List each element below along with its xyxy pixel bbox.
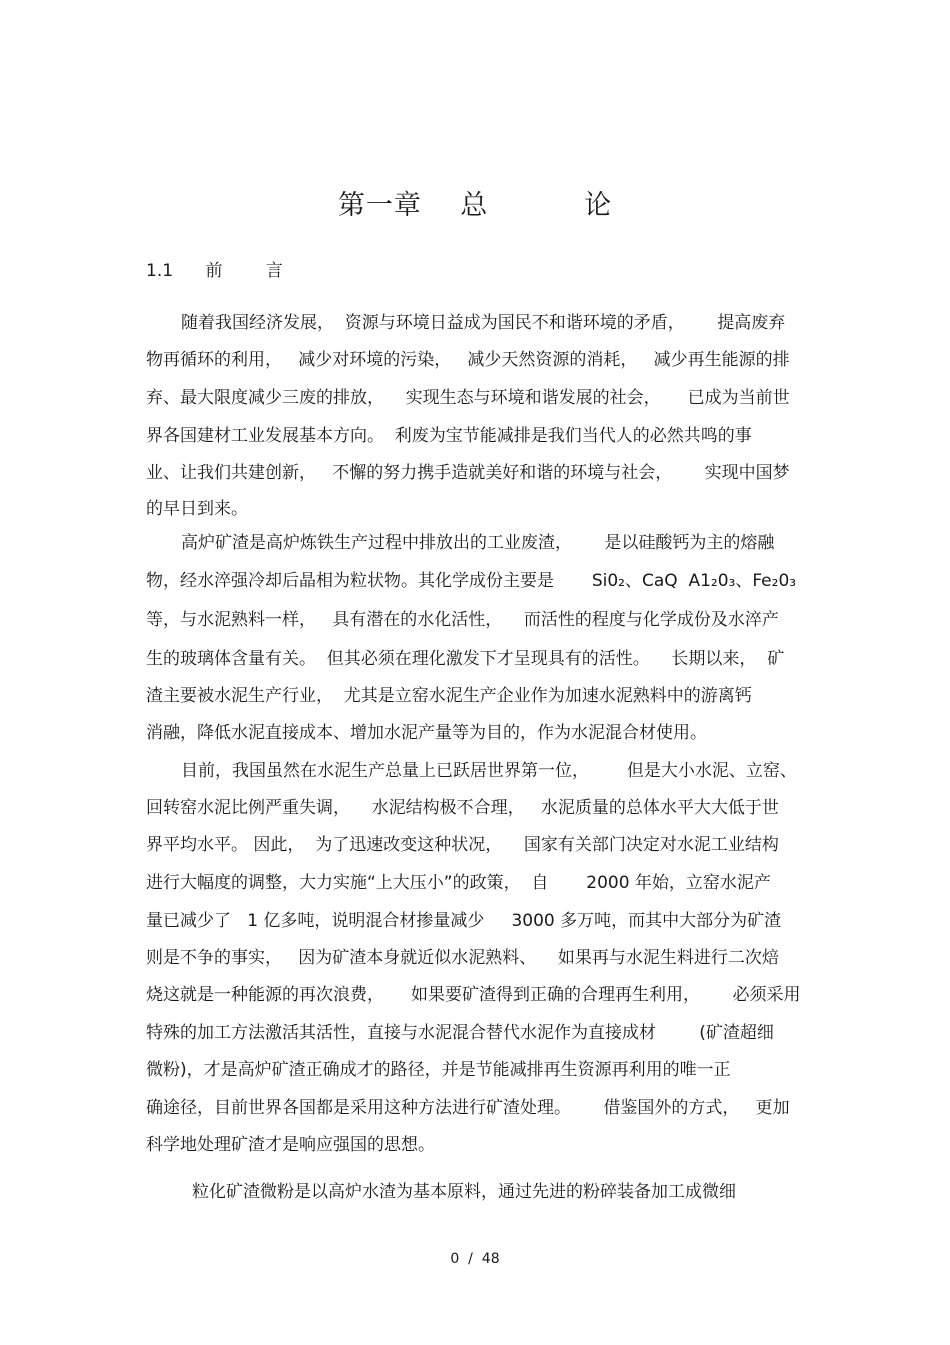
paragraph-2-line-5: 渣主要被水泥生产行业， 尤其是立窑水泥生产企业作为加速水泥熟料中的游离钙 — [146, 686, 752, 706]
chapter-title: 第一章 总 论 — [337, 190, 613, 221]
paragraph-3-line-3: 界平均水平。 因此， 为了迅速改变这种状况， 国家有关部门决定对水泥工业结构 — [146, 835, 779, 855]
paragraph-1-line-5: 业、让我们共建创新， 不懈的努力携手造就美好和谐的环境与社会， 实现中国梦 — [146, 463, 790, 483]
paragraph-2-line-2: 物，经水淬强冷却后晶相为粒状物。其化学成份主要是 Si0₂、CaQ A1₂0₃、Fe₂0₃ — [146, 571, 797, 591]
paragraph-3-line-4: 进行大幅度的调整，大力实施“上大压小”的政策， 自 2000 年始，立窑水泥产 — [146, 873, 771, 893]
paragraph-1-line-3: 弃、最大限度减少三废的排放， 实现生态与环境和谐发展的社会， 已成为当前世 — [146, 388, 790, 408]
section-heading: 1.1 前 言 — [146, 261, 283, 281]
paragraph-4-line-1: 粒化矿渣微粉是以高炉水渣为基本原料，通过先进的粉碎装备加工成微细 — [192, 1182, 736, 1202]
paragraph-3-line-5: 量已减少了 1 亿多吨，说明混合材掺量减少 3000 多万吨，而其中大部分为矿渣 — [146, 911, 782, 931]
paragraph-2-line-3: 等，与水泥熟料一样， 具有潜在的水化活性， 而活性的程度与化学成份及水淬产 — [146, 610, 779, 630]
paragraph-3-line-6: 则是不争的事实， 因为矿渣本身就近似水泥熟料、 如果再与水泥生料进行二次焙 — [146, 948, 779, 968]
paragraph-1-line-4: 界各国建材工业发展基本方向。 利废为宝节能减排是我们当代人的必然共鸣的事 — [146, 426, 752, 446]
paragraph-3-line-11: 科学地处理矿渣才是响应强国的思想。 — [146, 1135, 435, 1155]
paragraph-2-line-1: 高炉矿渣是高炉炼铁生产过程中排放出的工业废渣， 是以硅酸钙为主的熔融 — [181, 533, 775, 553]
paragraph-3-line-9: 微粉)，才是高炉矿渣正确成才的路径，并是节能减排再生资源再利用的唯一正 — [146, 1060, 731, 1080]
paragraph-2-line-4: 生的玻璃体含量有关。 但其必须在理化激发下才呈现具有的活性。 长期以来， 矿 — [146, 649, 785, 669]
paragraph-3-line-2: 回转窑水泥比例严重失调， 水泥结构极不合理， 水泥质量的总体水平大大低于世 — [146, 798, 779, 818]
paragraph-3-line-1: 目前，我国虽然在水泥生产总量上已跃居世界第一位， 但是大小水泥、立窑、 — [181, 761, 797, 781]
paragraph-3-line-8: 特殊的加工方法激活其活性，直接与水泥混合替代水泥作为直接成材 (矿渣超细 — [146, 1023, 774, 1043]
page-number: 0 / 48 — [450, 1251, 500, 1267]
paragraph-3-line-7: 烧这就是一种能源的再次浪费， 如果要矿渣得到正确的合理再生利用， 必须采用 — [146, 985, 801, 1005]
paragraph-1-line-6: 的早日到来。 — [146, 499, 248, 519]
paragraph-1-line-2: 物再循环的利用， 减少对环境的污染， 减少天然资源的消耗， 减少再生能源的排 — [146, 350, 790, 370]
paragraph-3-line-10: 确途径，目前世界各国都是采用这种方法进行矿渣处理。 借鉴国外的方式， 更加 — [146, 1098, 790, 1118]
paragraph-2-line-6: 消融，降低水泥直接成本、增加水泥产量等为目的，作为水泥混合材使用。 — [146, 723, 707, 743]
paragraph-1-line-1: 随着我国经济发展， 资源与环境日益成为国民不和谐环境的矛盾， 提高废弃 — [181, 313, 786, 333]
